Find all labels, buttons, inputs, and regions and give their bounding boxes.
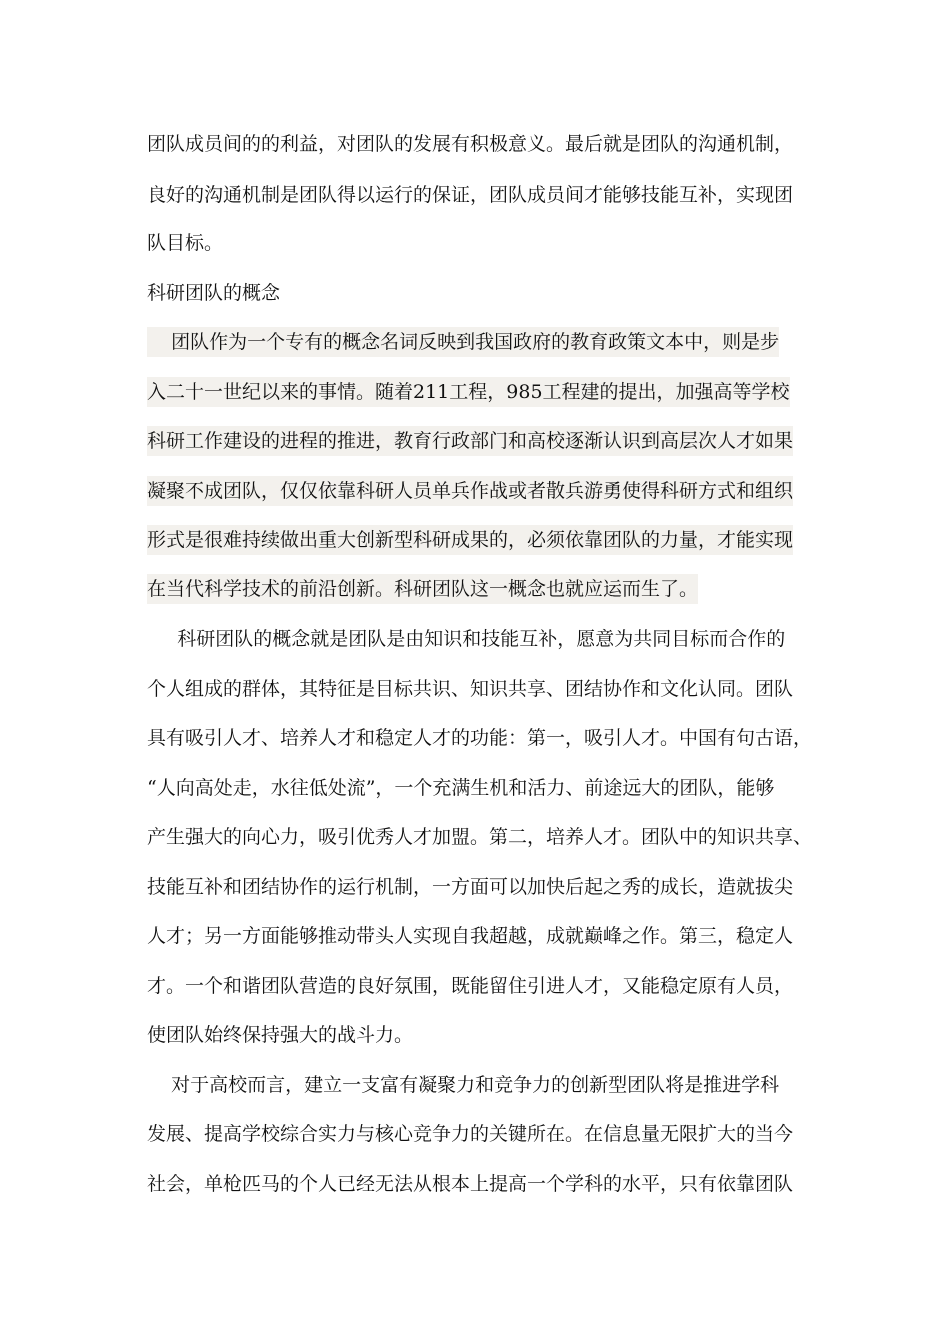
p3-line-9: 使团队始终保持强大的战斗力。 (147, 1024, 414, 1046)
section-heading: 科研团队的概念 (147, 282, 281, 304)
p3-line-5: 产生强大的向心力，吸引优秀人才加盟。第二，培养人才。团队中的知识共享、 (147, 826, 813, 848)
p1-line-3: 队目标。 (147, 232, 224, 254)
p3-line-3: 具有吸引人才、培养人才和稳定人才的功能：第一，吸引人才。中国有句古语， (147, 727, 813, 749)
p3-line-6: 技能互补和团结协作的运行机制，一方面可以加快后起之秀的成长，造就拔尖 (147, 876, 794, 898)
p4-line-2: 发展、提高学校综合实力与核心竞争力的关键所在。在信息量无限扩大的当今 (147, 1123, 794, 1145)
p1-line-1: 团队成员间的的利益，对团队的发展有积极意义。最后就是团队的沟通机制， (147, 133, 794, 155)
p3-line-7: 人才；另一方面能够推动带头人实现自我超越，成就巅峰之作。第三，稳定人 (147, 925, 794, 947)
p1-line-2: 良好的沟通机制是团队得以运行的保证，团队成员间才能够技能互补，实现团 (147, 184, 794, 206)
p4-line-3: 社会，单枪匹马的个人已经无法从根本上提高一个学科的水平，只有依靠团队 (147, 1173, 794, 1195)
p2-line-2: 入二十一世纪以来的事情。随着211工程，985工程建的提出，加强高等学校 (147, 377, 790, 407)
p2-line-3: 科研工作建设的进程的推进，教育行政部门和高校逐渐认识到高层次人才如果 (147, 426, 793, 456)
p2-line-6: 在当代科学技术的前沿创新。科研团队这一概念也就应运而生了。 (147, 574, 698, 604)
p4-line-1: 对于高校而言，建立一支富有凝聚力和竞争力的创新型团队将是推进学科 (147, 1074, 780, 1096)
p2-line-4: 凝聚不成团队，仅仅依靠科研人员单兵作战或者散兵游勇使得科研方式和组织 (147, 476, 793, 506)
p2-line-1: 团队作为一个专有的概念名词反映到我国政府的教育政策文本中，则是步 (147, 327, 779, 357)
p3-line-8: 才。一个和谐团队营造的良好氛围，既能留住引进人才，又能稳定原有人员， (147, 975, 794, 997)
p3-line-2: 个人组成的群体，其特征是目标共识、知识共享、团结协作和文化认同。团队 (147, 678, 794, 700)
p3-line-1: 科研团队的概念就是团队是由知识和技能互补，愿意为共同目标而合作的 (147, 628, 786, 650)
p2-line-5: 形式是很难持续做出重大创新型科研成果的，必须依靠团队的力量，才能实现 (147, 525, 793, 555)
p3-line-4: “人向高处走，水往低处流”，一个充满生机和活力、前途远大的团队，能够 (147, 777, 775, 799)
